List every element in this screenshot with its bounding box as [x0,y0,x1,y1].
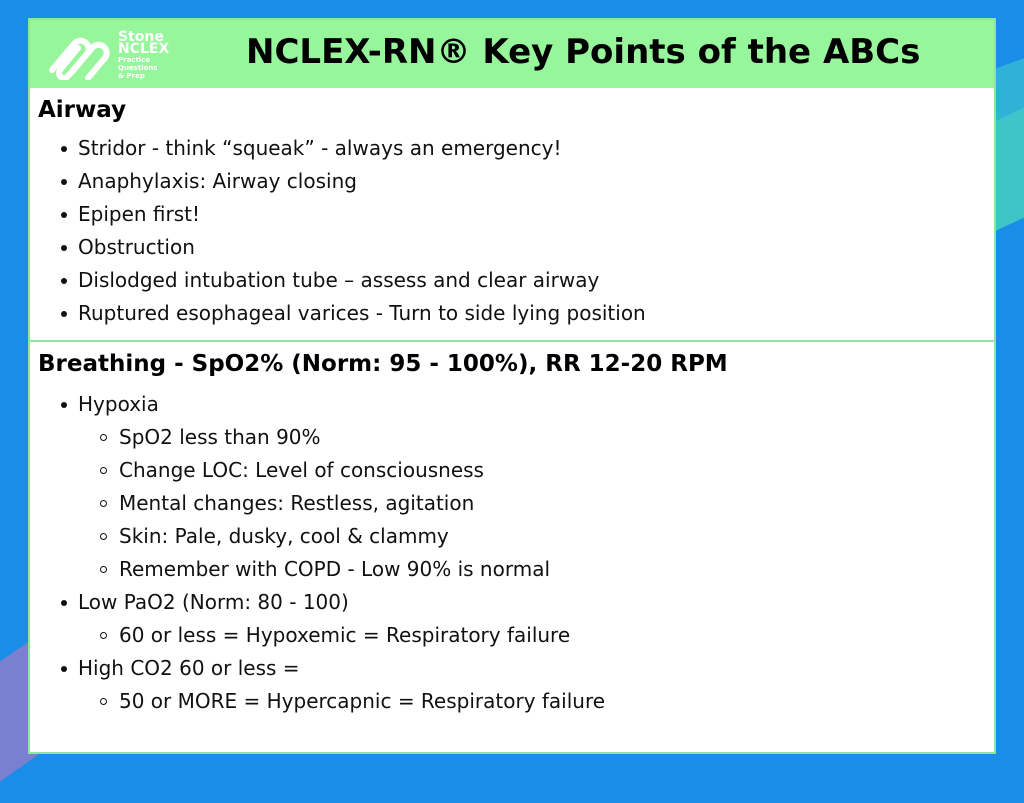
logo-brand: NCLEX [118,41,170,57]
bullet-icon [61,600,67,606]
list-item-text: Change LOC: Level of consciousness [119,458,484,482]
sub-list-item [58,520,605,553]
breathing-section [30,342,994,754]
list-item-text: 50 or MORE = Hypercapnic = Respiratory failure [119,689,606,713]
list-item [58,132,646,165]
circle-bullet-icon [100,434,107,441]
list-item [58,198,646,231]
list-item-text: Hypoxia [78,392,159,416]
list-item-text: Remember with COPD - Low 90% is normal [119,557,551,581]
sub-list-item [58,619,605,652]
logo [42,26,192,84]
list-item-text: Ruptured esophageal varices - Turn to side lying position [78,301,646,325]
list-item-text: Dislodged intubation tube – assess and clear airway [78,268,600,292]
list-item [58,264,646,297]
bullet-icon [61,146,67,152]
list-item-text: Epipen first! [78,202,201,226]
logo-tagline: Practice [118,56,151,64]
list-item [58,165,646,198]
sub-list-item [58,454,605,487]
bullet-icon [61,212,67,218]
circle-bullet-icon [100,632,107,639]
bullet-icon [61,666,67,672]
list-item [58,231,646,264]
list-item-text: High CO2 60 or less = [78,656,300,680]
paperclip-logo-icon [42,30,112,80]
bullet-icon [61,179,67,185]
logo-tagline: Questions [118,64,158,72]
circle-bullet-icon [100,698,107,705]
list-item-text: Stridor - think “squeak” - always an emergency! [78,136,562,160]
list-item-text: Anaphylaxis: Airway closing [78,169,357,193]
list-item-text: 60 or less = Hypoxemic = Respiratory failure [119,623,571,647]
list-item-text: Obstruction [78,235,195,259]
page-title: NCLEX-RN® Key Points of the ABCs [246,32,921,72]
breathing-list [58,388,605,718]
circle-bullet-icon [100,467,107,474]
logo-tagline: & Prep [118,72,145,80]
list-item-text: Mental changes: Restless, agitation [119,491,475,515]
bullet-icon [61,278,67,284]
airway-list [58,132,646,330]
list-item [58,586,605,619]
list-item-text: Low PaO2 (Norm: 80 - 100) [78,590,349,614]
slide-card [28,18,996,754]
airway-section [30,88,994,342]
section-heading: Airway [38,97,127,123]
sub-list-item [58,421,605,454]
list-item [58,388,605,421]
bullet-icon [61,402,67,408]
list-item-text: SpO2 less than 90% [119,425,321,449]
list-item [58,652,605,685]
list-item [58,297,646,330]
header-bar [30,20,994,88]
circle-bullet-icon [100,533,107,540]
sub-list-item [58,553,605,586]
section-heading: Breathing - SpO2% (Norm: 95 - 100%), RR 12-20 RPM [38,351,728,377]
logo-text [118,30,169,80]
bullet-icon [61,245,67,251]
list-item-text: Skin: Pale, dusky, cool & clammy [119,524,449,548]
circle-bullet-icon [100,566,107,573]
sub-list-item [58,685,605,718]
sub-list-item [58,487,605,520]
logo-brand: Stone [118,29,164,45]
bullet-icon [61,311,67,317]
circle-bullet-icon [100,500,107,507]
